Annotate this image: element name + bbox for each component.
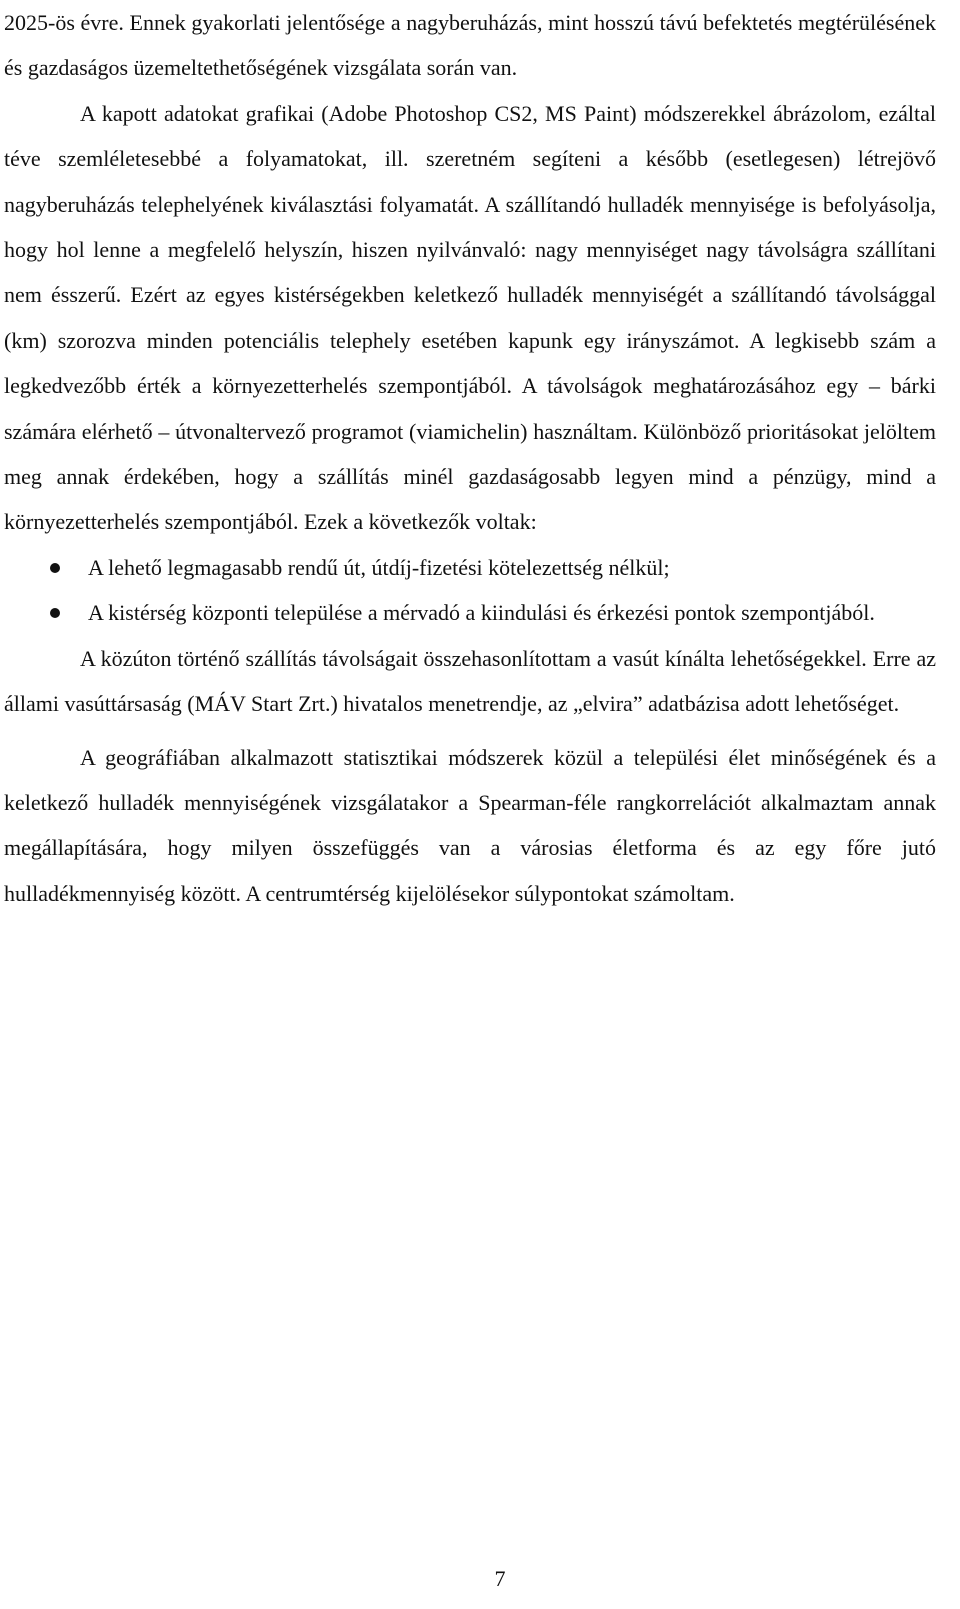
paragraph-methods-graphics: A kapott adatokat grafikai (Adobe Photoshop CS2, MS Paint) módszerekkel ábrázolom, ezáltal téve szemléletesebbé a folyamatokat, ill. szeretném segíteni a később (esetlegesen) létrejövő nagyberuházás telephelyének kiválasztási folyamatát. A szállítandó hulladék mennyisége is befolyásolja, hogy hol lenne a megfelelő helyszín, hiszen nyilvánvaló: nagy mennyiséget nagy távolságra szállítani nem ésszerű. Ezért az egyes kistérségekben keletkező hulladék mennyiségét a szállítandó távolsággal (km) szorozva minden potenciális telephely esetében kapunk egy irányszámot. A legkisebb szám a legkedvezőbb érték a környezetterhelés szempontjából. A távolságok meghatározásához egy – bárki számára elérhető – útvonaltervező programot (viamichelin) használtam. Különböző prioritásokat jelöltem meg annak érdekében, hogy a szállítás minél gazdaságosabb legyen mind a pénzügy, mind a környezetterhelés szempontjából. Ezek a következők voltak:: [4, 100, 936, 535]
list-item: [4, 590, 936, 635]
paragraph-statistics: A geográfiában alkalmazott statisztikai módszerek közül a települési élet minőségének és a keletkező hulladék mennyiségének vizsgálatakor a Spearman-féle rangkorrelációt alkalmaztam annak megállapítására, hogy milyen összefüggés van a városias életforma és az egy főre jutó hulladékmennyiség között. A centrumtérség kijelölésekor súlypontokat számoltam.: [4, 744, 936, 906]
bullet-icon: [50, 563, 60, 573]
list-item: [4, 545, 936, 590]
paragraph-rail-comparison: A közúton történő szállítás távolságait összehasonlítottam a vasút kínálta lehetőségekkel. Erre az állami vasúttársaság (MÁV Start Zrt.) hivatalos menetrendje, az „elvira” adatbázisa adott lehetőséget.: [4, 645, 936, 717]
bullet-icon: [50, 608, 60, 618]
list-item-text: A lehető legmagasabb rendű út, útdíj-fizetési kötelezettség nélkül;: [88, 554, 670, 580]
priority-list: [4, 545, 936, 636]
page-number: 7: [494, 1566, 506, 1591]
list-item-text: A kistérség központi települése a mérvadó a kiindulási és érkezési pontok szempontjából.: [88, 600, 875, 626]
paragraph-continuation: 2025-ös évre. Ennek gyakorlati jelentősége a nagyberuházás, mint hosszú távú befektetés megtérülésének és gazdaságos üzemeltethetőségének vizsgálata során van.: [4, 10, 936, 81]
body-text: [4, 0, 936, 916]
